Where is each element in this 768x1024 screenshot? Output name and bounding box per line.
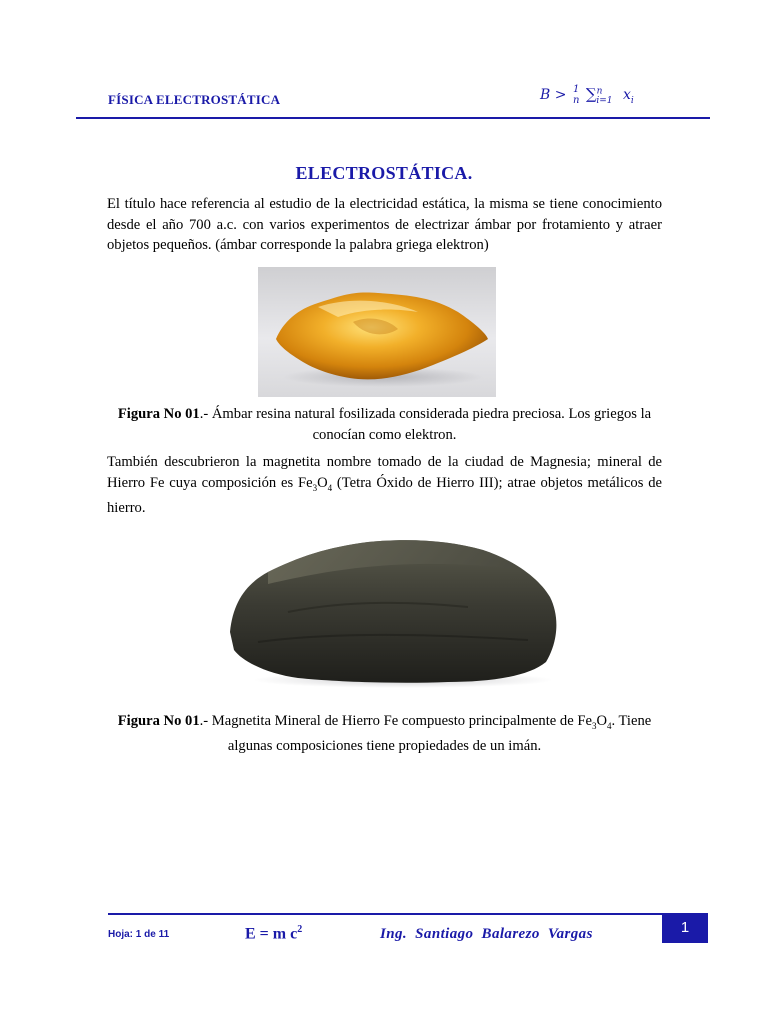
header-formula	[540, 84, 634, 106]
figure-text: .- Ámbar resina natural fosilizada considerada piedra preciosa. Los griegos la conocían como elektron.	[199, 406, 652, 443]
figure-text: O	[596, 713, 607, 729]
formula-op: >	[554, 87, 567, 103]
footer-equation	[245, 924, 302, 943]
formula-sum-sub: i=1	[596, 95, 613, 106]
subscript: 4	[327, 482, 333, 493]
formula-term: x	[622, 87, 631, 103]
figure-caption-amber	[107, 404, 662, 445]
footer-author: Ing. Santiago Balarezo Vargas	[380, 926, 593, 942]
figure-label: Figura No 01	[117, 406, 200, 422]
document-title: ELECTROSTÁTICA.	[295, 163, 473, 183]
formula-sum-sup: n	[596, 86, 603, 97]
formula-frac-num: 1	[572, 84, 580, 95]
paragraph-text: (Tetra Óxido de Hierro III); atrae objetos metálicos de hierro.	[107, 474, 662, 516]
magnetite-paragraph	[107, 452, 662, 518]
footer-divider	[108, 913, 662, 915]
subscript: 4	[606, 720, 612, 731]
equation-exponent: 2	[297, 924, 303, 935]
equation-text: E = m c	[245, 925, 298, 943]
figure-text: .- Magnetita Mineral de Hierro Fe compuesto principalmente de Fe	[199, 713, 592, 729]
amber-image	[258, 267, 496, 397]
header-divider	[76, 117, 710, 119]
footer-page-number: 1	[662, 913, 708, 943]
formula-fraction	[573, 84, 579, 106]
footer-page-count: Hoja: 1 de 11	[108, 929, 170, 940]
paragraph-text: O	[317, 474, 328, 491]
paragraph-text: También descubrieron la magnetita nombre tomado de la ciudad de Magnesia; mineral de Hierro Fe cuya composición es Fe	[107, 454, 662, 491]
intro-paragraph: El título hace referencia al estudio de la electricidad estática, la misma se tiene conocimiento desde el año 700 a.c. con varios experimentos de electrizar ámbar por frotamiento y atraer objetos pequeños. (ámbar corresponde la palabra griega elektron)	[107, 196, 662, 253]
subscript: 3	[312, 482, 318, 493]
formula-term-sub: i	[630, 95, 634, 106]
header-title: FÍSICA ELECTROSTÁTICA	[108, 92, 281, 107]
subscript: 3	[591, 720, 597, 731]
figure-label: Figura No 01	[117, 713, 200, 729]
magnetite-image	[228, 522, 563, 688]
formula-frac-den: n	[572, 95, 580, 106]
figure-text: . Tiene algunas composiciones tiene propiedades de un imán.	[227, 713, 652, 755]
figure-caption-magnetite	[107, 711, 662, 757]
formula-lhs: B	[540, 87, 551, 103]
formula-sum-sign: ∑	[585, 85, 597, 103]
